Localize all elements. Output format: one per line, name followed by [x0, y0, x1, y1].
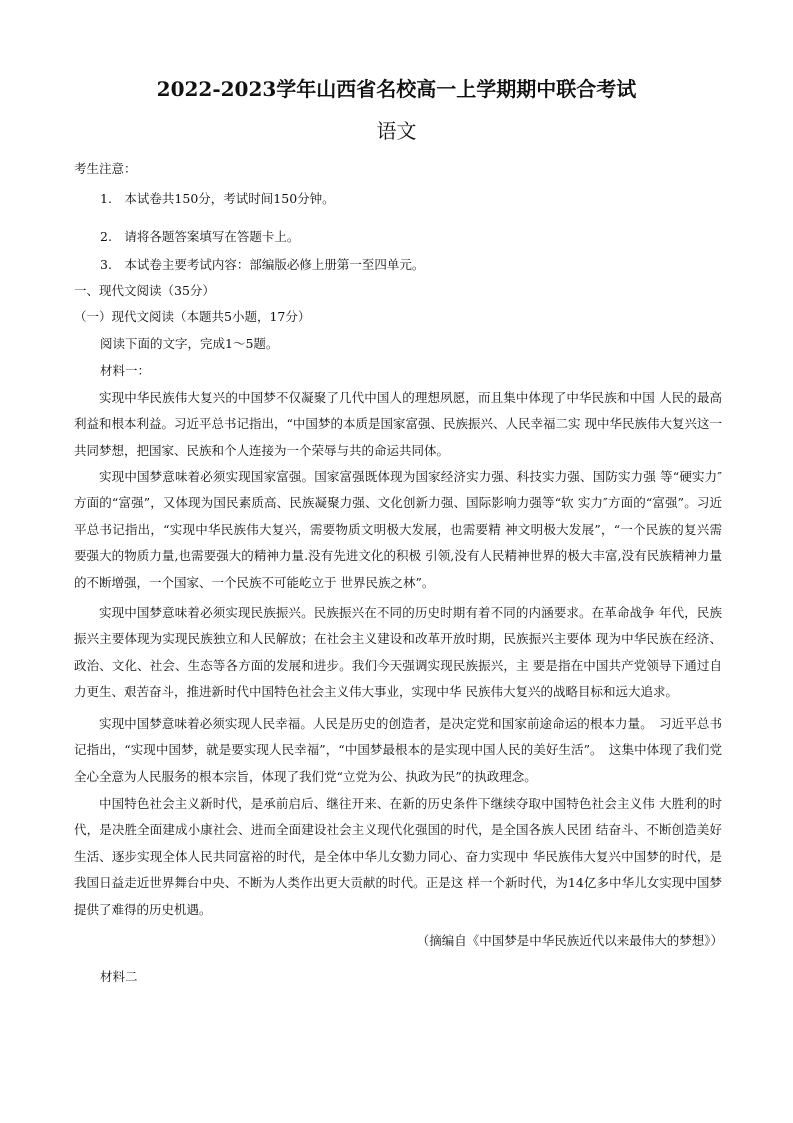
notice-item-3: 3. 本试卷主要考试内容：部编版必修上册第一至四单元。: [100, 257, 425, 272]
material-1-paragraph-2: 实现中国梦意味着必须实现国家富强。国家富强既体现为国家经济实力强、科技实力强、国防实力强 等“硬实力″方面的“富强”，又体现为国民素质高、民族凝聚力强、文化创新力强、国际影响力强等“软 实力″方面的“富强”。习近平总书记指出，“实现中华民族伟大复兴，需要物质文明极大发展，也需要精 神文明极大发展”，“一个民族的复兴需要强大的物质力量,也需要强大的精神力量.没有先进文化的积极 引领,没有人民精神世界的极大丰富,没有民族精神力量的不断增强，一个国家、一个民族不可能屹立于 世界民族之林”。: [74, 469, 722, 590]
notice-item-2: 2. 请将各题答案填写在答题卡上。: [100, 229, 300, 244]
material-1-paragraph-3: 实现中国梦意味着必须实现民族振兴。民族振兴在不同的历史时期有着不同的内涵要求。在革命战争 年代，民族振兴主要体现为实现民族独立和人民解放；在社会主义建设和改革开放时期，民族振兴主要体 现为中华民族在经济、政治、文化、社会、生态等各方面的发展和进步。我们今天强调实现民族振兴，主 要是指在中国共产党领导下通过自力更生、艰苦奋斗，推进新时代中国特色社会主义伟大事业，实现中华 民族伟大复兴的战略目标和远大追求。: [74, 605, 722, 700]
notice-heading: 考生注意：: [74, 161, 137, 176]
section-heading: 一、现代文阅读（35分）: [74, 283, 215, 298]
subject-title: 语文: [376, 119, 417, 143]
material-1-paragraph-4: 实现中国梦意味着必须实现人民幸福。人民是历史的创造者，是决定党和国家前途命运的根本力量。 习近平总书记指出，“实现中国梦，就是要实现人民幸福”，“中国梦最根本的是实现中国人民的美好生活”。 这集中体现了我们党全心全意为人民服务的根本宗旨，体现了我们党“立党为公、执政为民”的执政理念。: [74, 716, 722, 784]
material-1-paragraph-5: 中国特色社会主义新时代，是承前启后、继往开来、在新的历史条件下继续夺取中国特色社会主义伟 大胜利的时代，是决胜全面建成小康社会、进而全面建设社会主义现代化强国的时代，是全国各族人民团 结奋斗、不断创造美好生活、逐步实现全体人民共同富裕的时代，是全体中华儿女勠力同心、奋力实现中 华民族伟大复兴中国梦的时代，是我国日益走近世界舞台中央、不断为人类作出更大贡献的时代。正是这 样一个新时代，为14亿多中华儿女实现中国梦提供了难得的历史机遇。: [74, 796, 722, 917]
material-1-paragraph-1: 实现中华民族伟大复兴的中国梦不仅凝聚了几代中国人的理想夙愿，而且集中体现了中华民族和中国 人民的最高利益和根本利益。习近平总书记指出，“中国梦的本质是国家富强、民族振兴、人民幸福二实 现中华民族伟大复兴这一共同梦想，把国家、民族和个人连接为一个荣辱与共的命运共同体。: [74, 390, 722, 458]
notice-item-1: 1. 本试卷共150分，考试时间150分钟。: [100, 191, 335, 206]
material-1-source: （摘编自《中国梦是中华民族近代以来最伟大的梦想》）: [416, 933, 723, 948]
exam-title: 2022-2023学年山西省名校高一上学期期中联合考试: [156, 77, 637, 101]
reading-instruction: 阅读下面的文字，完成1～5题。: [100, 336, 279, 351]
section-subheading: （一）现代文阅读（本题共5小题，17分）: [74, 309, 311, 324]
material-1-label: 材料一：: [100, 363, 151, 378]
material-2-label: 材料二: [100, 969, 138, 984]
